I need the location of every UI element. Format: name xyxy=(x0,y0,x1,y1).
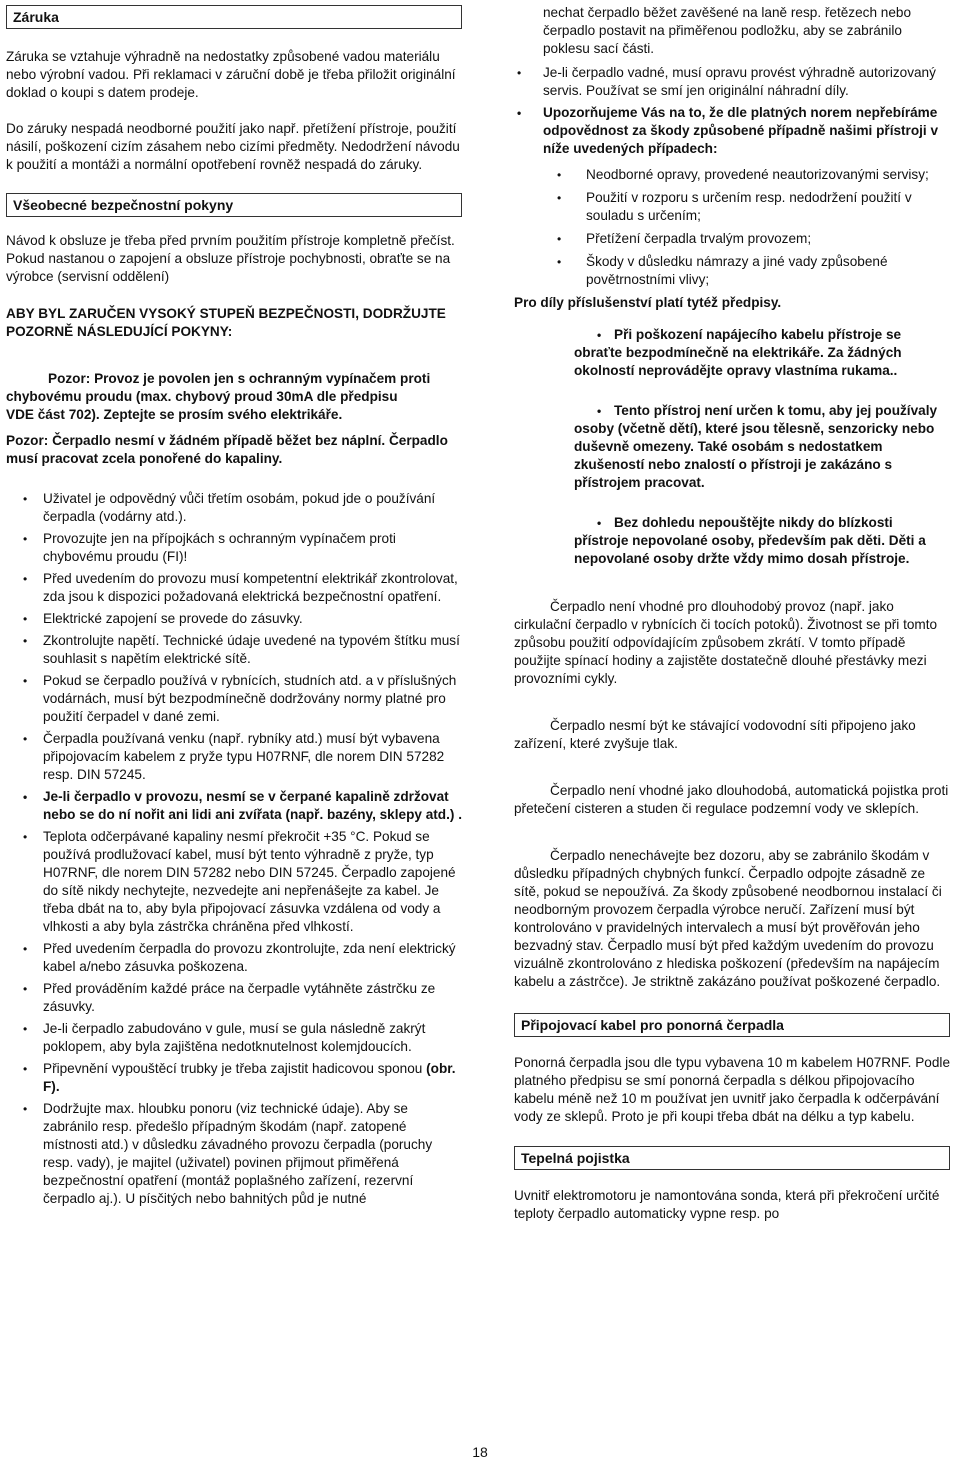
longterm-paragraph: Čerpadlo není vhodné pro dlouhodobý provoz (např. jako cirkulační čerpadlo v rybnících či tocích potoků). Životnost se při tomto způsobu použití odpovídajícím způsobem zkrátí. V tomto případě použijte spínací hodiny a zajistěte dostatečně dlouhé přestávky mezi provozními cykly. xyxy=(514,599,938,686)
warning-bullet-list xyxy=(514,326,950,568)
safety-paragraph: Návod k obsluze je třeba před prvním použitím přístroje kompletně přečíst. Pokud nastanou o zapojení a obsluze přístroje pochybnosti, obraťte se na výrobce (servisní oddělení) xyxy=(6,233,455,284)
list-item: • Před prováděním každé práce na čerpadle vytáhněte zástrčku ze zásuvky. xyxy=(6,980,462,1016)
list-item: • Uživatel je odpovědný vůči třetím osobám, pokud jde o používání čerpadla (vodárny atd.). xyxy=(6,490,462,526)
liability-sub-list xyxy=(514,166,950,289)
thermal-heading: Tepelná pojistka xyxy=(514,1146,950,1170)
warranty-paragraph-1: Záruka se vztahuje výhradně na nedostatky způsobené vadou materiálu nebo výrobní vadou. Při reklamaci v záruční době je třeba přiložit originální doklad o koupi s datem prodeje. xyxy=(6,49,456,100)
list-item: • Pokud se čerpadlo používá v rybnících, studních atd. a v příslušných vodárnách, musí být bezpodmínečně dodržovány normy platné pro použití čerpadel v dané zemi. xyxy=(6,672,462,726)
network-paragraph: Čerpadlo nesmí být ke stávající vodovodní síti připojeno jako zařízení, které zvyšuje tlak. xyxy=(514,718,916,751)
list-item: • Teplota odčerpávané kapaliny nesmí překročit +35 °C. Pokud se používá prodlužovací kabel, musí být tento výhradně z pryže, typ H07RNF, dle norem DIN 57282 nebo DIN 57245. Čerpadlo zapojené do sítě nikdy nechytejte, nezvedejte ani nepřenášejte za kabel. Je třeba dbát na to, aby byla připojovací zásuvka vzdálena od vody a vlhkosti a aby byla zástrčka chráněna před vlhkostí. xyxy=(6,828,462,936)
pipe-text: Připevnění vypouštěcí trubky je třeba zajistit hadicovou sponou xyxy=(43,1061,427,1076)
warranty-paragraph-2: Do záruky nespadá neodborné použití jako např. přetížení přístroje, použití násilí, poškození cizím zásahem nebo cizími předměty. Nedodržení návodu k použití a montáži a normální opotřebení rovněž nespadá do záruky. xyxy=(6,121,460,172)
list-item: • Zkontrolujte napětí. Technické údaje uvedené na typovém štítku musí souhlasit s napětím elektrické sítě. xyxy=(6,632,462,668)
warning-rcd-end: VDE část 702). Zeptejte se prosím svého elektrikáře. xyxy=(6,407,343,422)
right-column xyxy=(514,0,950,1223)
service-bullet-list xyxy=(514,64,950,158)
list-item: • Použití v rozporu s určením resp. nedodržení použití v souladu s určením; xyxy=(514,189,950,225)
list-item: • Tento přístroj není určen k tomu, aby jej používaly osoby (včetně dětí), které jsou tělesně, senzoricky nebo duševně omezeny. Také osobám s nedostatkem zkušeností nebo znalostí o přístroji je zakázáno s přístrojem pracovat. xyxy=(514,402,950,492)
list-item: • Je-li čerpadlo zabudováno v gule, musí se gula následně zakrýt poklopem, aby byla zajištěna nedotknutelnost kolemjdoucích. xyxy=(6,1020,462,1056)
list-item: • Provozujte jen na přípojkách s ochranným vypínačem proti chybovému proudu (FI)! xyxy=(6,530,462,566)
list-item: • Elektrické zapojení se provede do zásuvky. xyxy=(6,610,462,628)
accessories-note: Pro díly příslušenství platí tytéž předpisy. xyxy=(514,295,782,310)
list-item: • Neodborné opravy, provedené neautorizovanými servisy; xyxy=(514,166,950,184)
fuse-paragraph: Čerpadlo není vhodné jako dlouhodobá, automatická pojistka proti přetečení cisteren a studen či regulace podzemní vody ve sklepích. xyxy=(514,783,949,816)
warning-dry-run: Pozor: Čerpadlo nesmí v žádném případě běžet bez náplní. Čerpadlo musí pracovat zcela ponořené do kapaliny. xyxy=(6,433,448,466)
safety-caps-notice: ABY BYL ZARUČEN VYSOKÝ STUPEŇ BEZPEČNOSTI, DODRŽUJTE POZORNĚ NÁSLEDUJÍCÍ POKYNY: xyxy=(6,306,446,339)
continued-text: nechat čerpadlo běžet zavěšené na laně resp. řetězech nebo čerpadlo postavit na přiměřenou podložku, aby se zabránilo poklesu sací části. xyxy=(543,5,912,56)
cable-paragraph: Ponorná čerpadla jsou dle typu vybavena 10 m kabelem H07RNF. Podle platného předpisu se smí ponorná čerpadla s délkou připojovacího kabelu méně než 10 m používat jen uvnitř jako čerpadla k odčerpávání vody ze sklepů. Proto je při koupi třeba dbát na délku a typ kabelu. xyxy=(514,1055,951,1124)
list-item: • Upozorňujeme Vás na to, že dle platných norem nepřebíráme odpovědnost za škody způsobené případně našimi přístroji v níže uvedených případech: xyxy=(514,104,950,158)
list-item: • Při poškození napájecího kabelu přístroje se obraťte bezpodmínečně na elektrikáře. Za žádných okolností neprovádějte opravy vlastníma rukama.. xyxy=(514,326,950,380)
list-item: • Je-li čerpadlo vadné, musí opravu provést výhradně autorizovaný servis. Používat se smí jen originální náhradní díly. xyxy=(514,64,950,100)
warranty-heading: Záruka xyxy=(6,5,462,29)
thermal-paragraph: Uvnitř elektromotoru je namontována sonda, která při překročení určité teploty čerpadlo automaticky vypne resp. po xyxy=(514,1188,940,1221)
warning-rcd: Pozor: Provoz je povolen jen s ochranným vypínačem proti chybovému proudu (max. chybový proud 30mA dle předpisu xyxy=(6,371,431,404)
list-item: • Přetížení čerpadla trvalým provozem; xyxy=(514,230,950,248)
list-item: • Je-li čerpadlo v provozu, nesmí se v čerpané kapalině zdržovat nebo se do ní nořit ani lidi ani zvířata (např. bazény, sklepy atd.) . xyxy=(6,788,462,824)
list-item: • Před uvedením do provozu musí kompetentní elektrikář zkontrolovat, zda jsou k dispozici požadovaná elektrická bezpečnostní opatření. xyxy=(6,570,462,606)
safety-bullet-list xyxy=(6,490,462,1208)
list-item: • Před uvedením čerpadla do provozu zkontrolujte, zda není elektrický kabel a/nebo zásuvka poškozena. xyxy=(6,940,462,976)
safety-heading: Všeobecné bezpečnostní pokyny xyxy=(6,193,462,217)
list-item: • Čerpadla používaná venku (např. rybníky atd.) musí být vybavena připojovacím kabelem z pryže typu H07RNF, dle norem DIN 57282 resp. DIN 57245. xyxy=(6,730,462,784)
page-number: 18 xyxy=(472,1444,488,1460)
list-item xyxy=(6,1060,462,1096)
figure-ref: (obr. F). xyxy=(43,1061,456,1094)
left-column xyxy=(6,0,462,1212)
unattended-paragraph: Čerpadlo nenechávejte bez dozoru, aby se zabránilo škodám v důsledku případných chybných funkcí. Čerpadlo odpojte zásadně ze sítě, pokud se nepoužívá. Za škody způsobené neodbornou instalací či neodborným provozem čerpadla výrobce neručí. Zařízení musí být kontrolováno v pravidelných intervalech a musí být prověřován jeho bezvadný stav. Čerpadlo musí být před každým uvedením do provozu vizuálně zkontrolováno z hlediska poškození (především na napájecím kabelu a zástrčce). Je striktně zakázáno používat poškozené čerpadlo. xyxy=(514,848,942,989)
cable-heading: Připojovací kabel pro ponorná čerpadla xyxy=(514,1013,950,1037)
list-item: • Bez dohledu nepouštějte nikdy do blízkosti přístroje nepovolané osoby, především pak děti. Děti a nepovolané osoby držte vždy mimo dosah přístroje. xyxy=(514,514,950,568)
list-item: • Dodržujte max. hloubku ponoru (viz technické údaje). Aby se zabránilo resp. předešlo případným škodám (např. zatopené místnosti atd.) v důsledku závadného provozu čerpadla (poruchy resp. vady), je majitel (uživatel) povinen přijmout přiměřená bezpečnostní opatření (montáž poplašného zařízení, rezervní čerpadlo aj.). U písčitých nebo bahnitých půd je nutné xyxy=(6,1100,462,1208)
list-item: • Škody v důsledku námrazy a jiné vady způsobené povětrnostními vlivy; xyxy=(514,253,950,289)
